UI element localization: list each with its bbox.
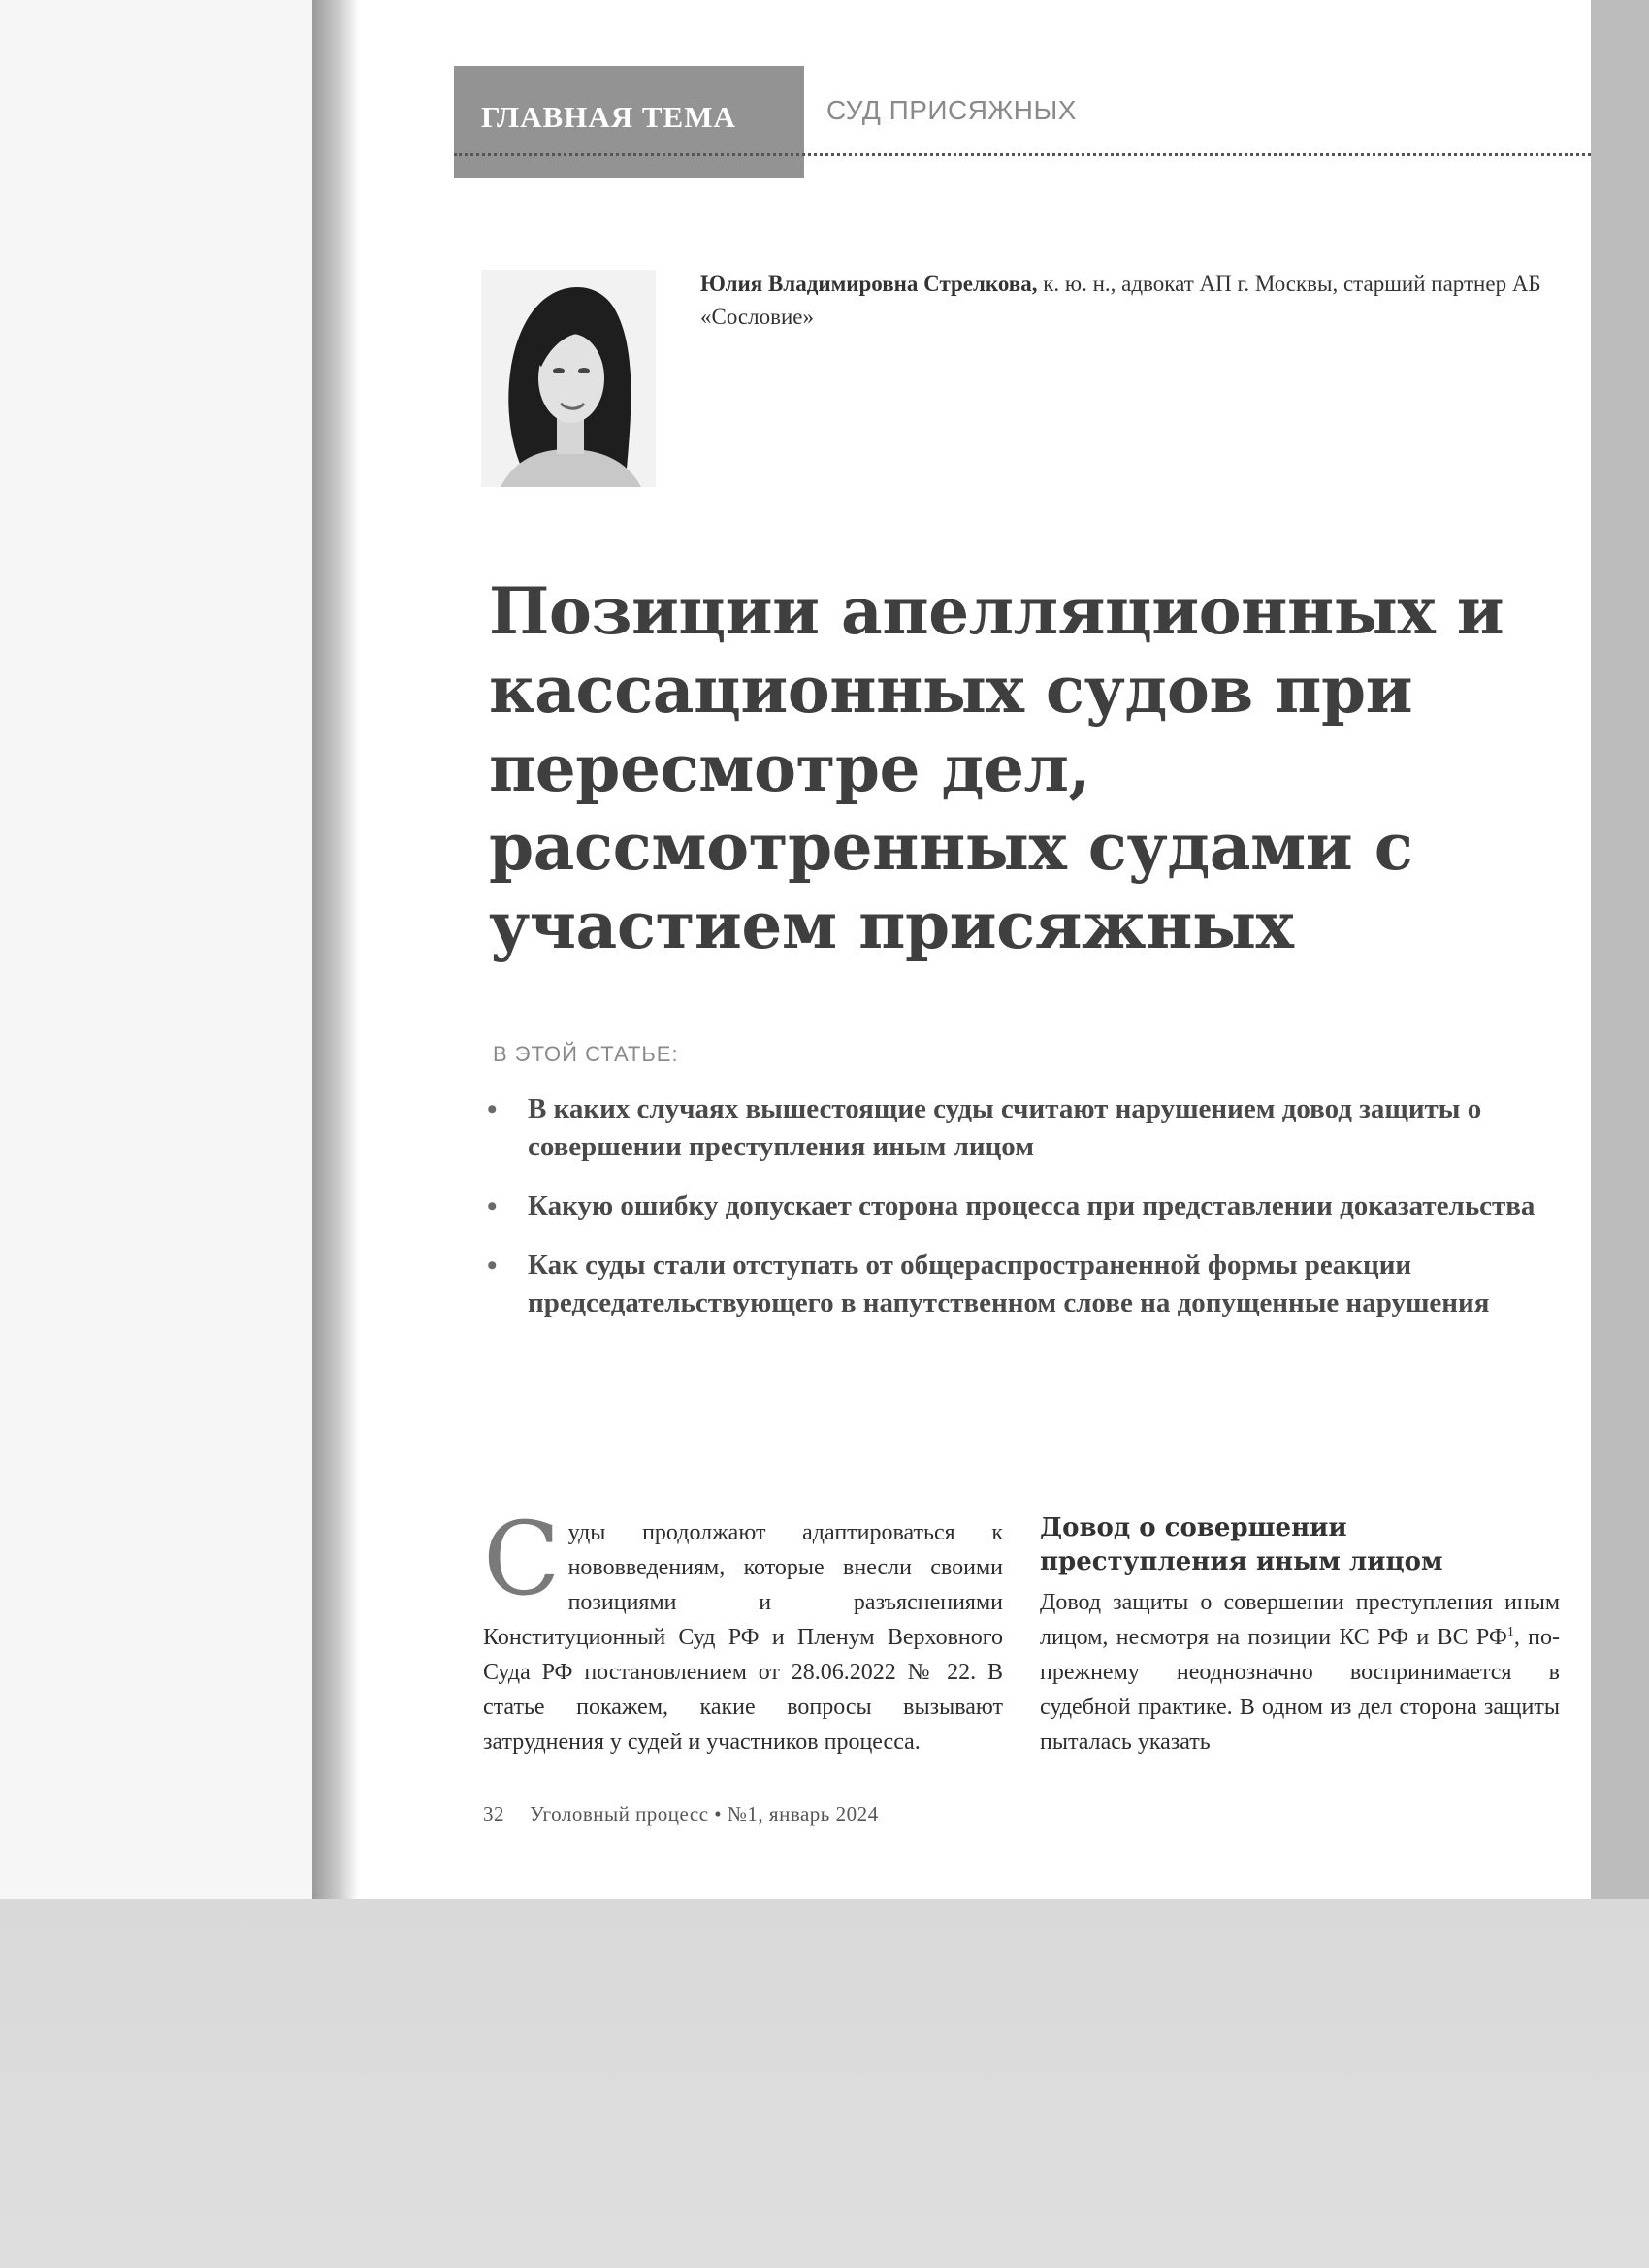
- intro-text: уды продолжают адаптироваться к нововведениям, которые внесли своими позициями и разъяснениями Конституционный Суд РФ и Пленум Верховного Суда РФ постановлением от 28.06.2022 № 22. В статье покажем, какие вопросы вызывают затруднения у судей и участников процесса.: [483, 1520, 1003, 1755]
- author-name: Юлия Владимировна Стрелкова,: [700, 272, 1038, 296]
- section-column: [1040, 1511, 1560, 1760]
- author-byline: [700, 268, 1573, 334]
- highlight-item: [483, 1090, 1569, 1166]
- section-label: [454, 66, 804, 178]
- bullet-icon: •: [487, 1190, 498, 1222]
- author-photo: [481, 270, 656, 487]
- article-highlights: [483, 1090, 1569, 1344]
- section-heading: Довод о совершении преступления иным лицом: [1040, 1513, 1443, 1576]
- page-edge-shadow: [312, 0, 359, 1901]
- publication-info: Уголовный процесс • №1, январь 2024: [530, 1802, 879, 1826]
- highlight-text: Как суды стали отступать от общераспространенной формы реакции председательствующего в напутственном слове на допущенные нарушения: [528, 1249, 1490, 1318]
- bullet-icon: •: [487, 1249, 498, 1281]
- section-paragraph: [1040, 1585, 1560, 1760]
- page-number: 32: [483, 1802, 504, 1826]
- dropcap-letter: С: [483, 1500, 561, 1618]
- intro-column: [483, 1500, 1003, 1760]
- article-title: Позиции апелляционных и кассационных судов при пересмотре дел, рассмотренных судами с участием присяжных: [489, 573, 1504, 963]
- author-portrait-image: [481, 270, 656, 487]
- highlight-text: В каких случаях вышестоящие суды считают нарушением довод защиты о совершении преступления иным лицом: [528, 1093, 1482, 1162]
- scan-background-bottom: [0, 1899, 1649, 2268]
- author-credentials: к. ю. н., адвокат АП г. Москвы, старший партнер АБ «Сословие»: [700, 272, 1541, 329]
- section-text: Довод защиты о совершении преступления иным лицом, несмотря на позиции КС РФ и ВС РФ: [1040, 1590, 1560, 1650]
- bullet-icon: •: [487, 1093, 498, 1125]
- highlight-item: [483, 1187, 1569, 1225]
- highlight-item: [483, 1247, 1569, 1322]
- section-text-continued: , по-прежнему неоднозначно воспринимается в судебной практике. В одном из дел сторона защиты пыталась указать: [1040, 1625, 1560, 1755]
- section-label-text: ГЛАВНАЯ ТЕМА: [481, 100, 736, 134]
- page-footer: [483, 1802, 879, 1827]
- highlight-text: Какую ошибку допускает сторона процесса при представлении доказательства: [528, 1190, 1536, 1221]
- section-topic: СУД ПРИСЯЖНЫХ: [826, 95, 1077, 125]
- in-article-label: В ЭТОЙ СТАТЬЕ:: [493, 1042, 679, 1066]
- magazine-page: [359, 0, 1591, 1899]
- header-divider: [454, 153, 1591, 156]
- footnote-reference[interactable]: 1: [1506, 1625, 1514, 1639]
